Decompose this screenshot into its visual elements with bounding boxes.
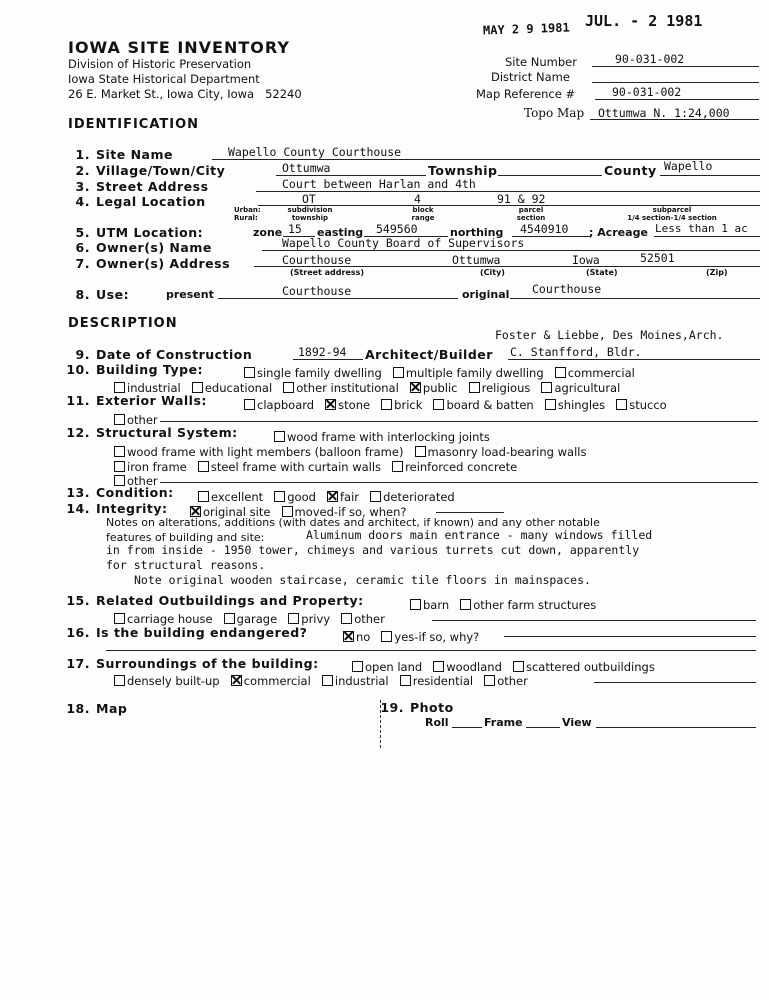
legal-col4-caption: subparcel 1/4 section-1/4 section [627, 206, 717, 222]
identification-heading: IDENTIFICATION [68, 117, 200, 132]
utm-northing-label: northing [450, 226, 504, 239]
legal-location-label: 4. Legal Location [75, 194, 206, 209]
use-label: 8. Use: [75, 287, 130, 302]
out-garage[interactable]: garage [224, 612, 278, 626]
bt-agricultural[interactable]: agricultural [541, 381, 620, 395]
map-reference-label: Map Reference # [476, 87, 576, 101]
outbuildings-row1 [410, 594, 602, 613]
village-label: 2. Village/Town/City [75, 163, 226, 178]
outbuildings-label: 15. Related Outbuildings and Property: [66, 593, 364, 608]
integrity-note4: Note original wooden staircase, ceramic tile floors in mainspaces. [134, 573, 591, 587]
struct-other[interactable]: other [114, 470, 164, 489]
utm-zone-value: 15 [288, 222, 302, 236]
bt-commercial[interactable]: commercial [555, 366, 635, 380]
map-label: 18. Map [66, 701, 128, 716]
topo-map-value: Ottumwa N. 1:24,000 [598, 106, 730, 120]
village-value: Ottumwa [282, 161, 331, 175]
sur-residential[interactable]: residential [400, 674, 473, 688]
township-label: Township [428, 163, 498, 178]
cond-fair[interactable]: fair [327, 490, 359, 504]
legal-block-value: 4 [414, 192, 421, 206]
structural-row3 [114, 456, 523, 475]
walls-row1 [244, 394, 673, 413]
received-stamp: MAY 2 9 1981 [482, 20, 570, 38]
county-value: Wapello [664, 159, 713, 173]
struct-masonry[interactable]: masonry load-bearing walls [415, 445, 587, 459]
surroundings-row2 [114, 670, 534, 689]
legal-subdivision-value: OT [302, 192, 316, 206]
architect-value: C. Stanfford, Bldr. [510, 345, 642, 359]
district-name-label: District Name [491, 70, 570, 84]
owner-address-label: 7. Owner(s) Address [75, 256, 231, 271]
cond-excellent[interactable]: excellent [198, 490, 263, 504]
legal-col3-caption: parcel section [516, 206, 546, 222]
endangered-yes[interactable]: yes-if so, why? [381, 630, 479, 644]
utm-easting-label: easting [317, 226, 364, 239]
county-label: County [604, 163, 657, 178]
wall-brick[interactable]: brick [381, 398, 422, 412]
city-caption: (City) [480, 268, 505, 277]
bt-single-family[interactable]: single family dwelling [244, 366, 382, 380]
legal-col2-caption: block range [411, 206, 435, 222]
sur-other[interactable]: other [484, 674, 528, 688]
architect-line1: Foster & Liebbe, Des Moines,Arch. [495, 328, 724, 342]
topo-map-label: Topo Map [524, 106, 585, 120]
site-name-label: 1. Site Name [75, 147, 173, 162]
building-type-label: 10. Building Type: [66, 362, 204, 377]
zip-caption: (Zip) [706, 268, 728, 277]
utm-label: 5. UTM Location: [75, 225, 204, 240]
bt-public[interactable]: public [410, 381, 458, 395]
integrity-label: 14. Integrity: [66, 501, 168, 516]
endangered-no[interactable]: no [343, 630, 370, 644]
sur-woodland[interactable]: woodland [433, 660, 502, 674]
state-caption: (State) [586, 268, 618, 277]
cond-deteriorated[interactable]: deteriorated [370, 490, 455, 504]
bt-educational[interactable]: educational [192, 381, 272, 395]
photo-roll-label: Roll [425, 716, 449, 729]
integrity-note3: for structural reasons. [106, 558, 266, 572]
use-original-value: Courthouse [532, 282, 602, 296]
utm-easting-value: 549560 [376, 222, 418, 236]
sur-industrial[interactable]: industrial [322, 674, 389, 688]
owner-zip-value: 52501 [640, 251, 675, 265]
architect-label: Architect/Builder [365, 347, 493, 362]
integrity-notes-label1: Notes on alterations, additions (with dates and architect, if known) and any other notable [106, 516, 600, 529]
form-title: IOWA SITE INVENTORY [68, 38, 290, 57]
photo-frame-label: Frame [484, 716, 523, 729]
use-present-value: Courthouse [282, 284, 352, 298]
use-present-label: present [166, 288, 214, 301]
use-original-label: original [462, 288, 510, 301]
sur-open-land[interactable]: open land [352, 660, 422, 674]
owner-city-value: Ottumwa [452, 253, 501, 267]
site-name-value: Wapello County Courthouse [228, 145, 402, 159]
header-line3: 26 E. Market St., Iowa City, Iowa 52240 [68, 87, 302, 101]
date-label: 9. Date of Construction [75, 347, 253, 362]
header-line2: Iowa State Historical Department [68, 72, 260, 86]
map-reference-value: 90-031-002 [612, 85, 682, 99]
wall-stucco[interactable]: stucco [616, 398, 666, 412]
header-line1: Division of Historic Preservation [68, 57, 252, 71]
acreage-label: ; Acreage [589, 226, 648, 239]
condition-label: 13. Condition: [66, 485, 174, 500]
struct-balloon[interactable]: wood frame with light members (balloon frame) [114, 445, 403, 459]
wall-clapboard[interactable]: clapboard [244, 398, 314, 412]
owner-name-label: 6. Owner(s) Name [75, 240, 212, 255]
bt-industrial[interactable]: industrial [114, 381, 181, 395]
street-address-value: Court between Harlan and 4th [282, 177, 476, 191]
photo-label: 19. Photo [380, 700, 454, 715]
surroundings-label: 17. Surroundings of the building: [66, 656, 319, 671]
legal-urban-rural: Urban: Rural: [234, 206, 261, 222]
int-moved[interactable]: moved-if so, when? [282, 505, 407, 519]
legal-col1-caption: subdivision township [287, 206, 333, 222]
bt-other-institutional[interactable]: other institutional [283, 381, 399, 395]
site-number-label: Site Number [505, 55, 577, 69]
cond-good[interactable]: good [274, 490, 316, 504]
struct-iron-frame[interactable]: iron frame [114, 460, 187, 474]
out-barn[interactable]: barn [410, 598, 449, 612]
street-caption: (Street address) [290, 268, 365, 277]
integrity-note1: Aluminum doors main entrance - many windows filled [306, 528, 653, 542]
bt-religious[interactable]: religious [469, 381, 531, 395]
structural-label: 12. Structural System: [66, 425, 238, 440]
bt-multiple-family[interactable]: multiple family dwelling [393, 366, 544, 380]
endangered-label: 16. Is the building endangered? [66, 625, 308, 640]
sur-scattered[interactable]: scattered outbuildings [513, 660, 655, 674]
integrity-notes-label2: features of building and site: [106, 531, 265, 544]
integrity-note2: in from inside - 1950 tower, chimeys and various turrets cut down, apparently [106, 543, 640, 557]
wall-shingles[interactable]: shingles [545, 398, 605, 412]
street-address-label: 3. Street Address [75, 179, 209, 194]
site-number-value: 90-031-002 [615, 52, 685, 66]
photo-view-label: View [562, 716, 592, 729]
date-value: 1892-94 [298, 345, 347, 359]
out-other[interactable]: other [341, 612, 385, 626]
out-farm-structures[interactable]: other farm structures [460, 598, 596, 612]
out-privy[interactable]: privy [288, 612, 330, 626]
description-heading: DESCRIPTION [68, 316, 178, 331]
owner-street-value: Courthouse [282, 253, 352, 267]
sur-commercial[interactable]: commercial [231, 674, 311, 688]
wall-stone[interactable]: stone [325, 398, 370, 412]
int-original-site[interactable]: original site [190, 505, 270, 519]
utm-zone-label: zone [253, 226, 283, 239]
struct-reinforced[interactable]: reinforced concrete [392, 460, 517, 474]
exterior-walls-label: 11. Exterior Walls: [66, 393, 207, 408]
utm-northing-value: 4540910 [520, 222, 569, 236]
acreage-value: Less than 1 ac [655, 222, 748, 235]
owner-state-value: Iowa [572, 253, 600, 267]
owner-name-value: Wapello County Board of Supervisors [282, 236, 525, 250]
legal-parcel-value: 91 & 92 [497, 192, 546, 206]
wall-board-batten[interactable]: board & batten [433, 398, 533, 412]
out-carriage-house[interactable]: carriage house [114, 612, 213, 626]
struct-steel-frame[interactable]: steel frame with curtain walls [198, 460, 381, 474]
endangered-options [343, 626, 485, 645]
sur-densely[interactable]: densely built-up [114, 674, 220, 688]
struct-interlocking[interactable]: wood frame with interlocking joints [274, 426, 496, 445]
wall-other[interactable]: other [114, 409, 164, 428]
received-stamp-2: JUL. - 2 1981 [585, 12, 703, 30]
